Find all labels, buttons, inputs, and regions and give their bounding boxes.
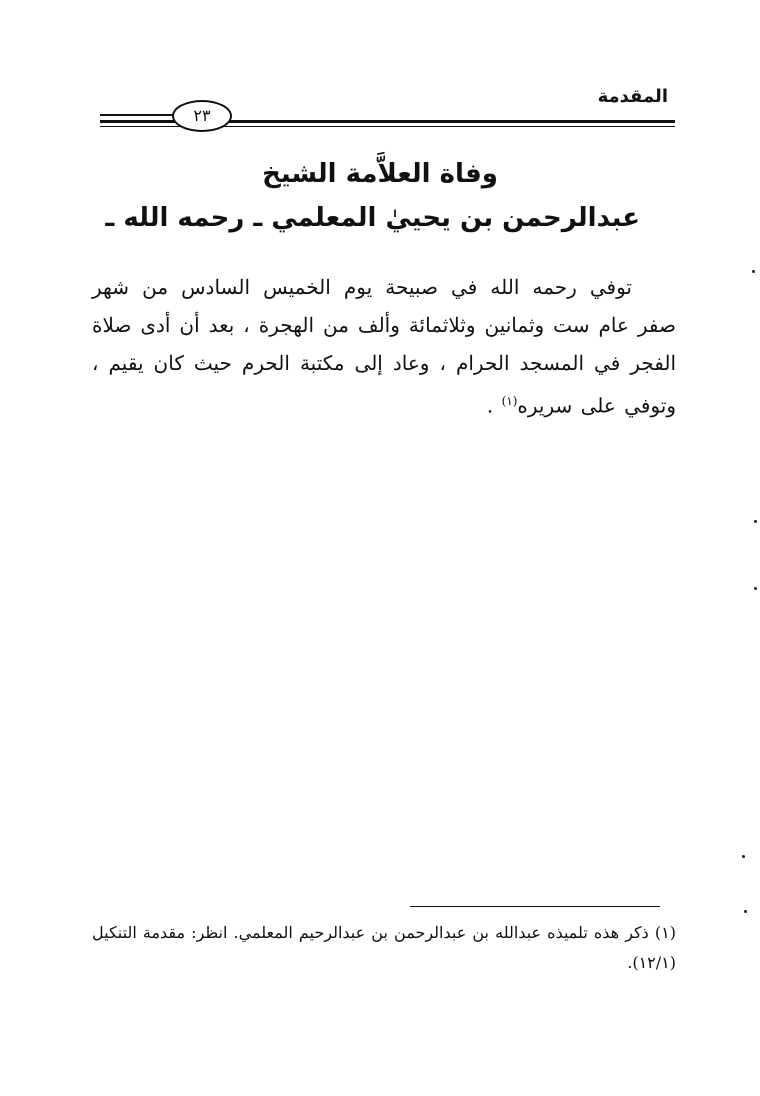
scan-speck: [744, 910, 747, 913]
scan-speck: [742, 855, 745, 858]
body-text: [92, 268, 676, 425]
footnote-text: ذكر هذه تلميذه عبدالله بن عبدالرحمن بن عبدالرحيم المعلمي. انظر: مقدمة التنكيل (١٢/١).: [92, 923, 676, 972]
scan-speck: [754, 520, 757, 523]
paragraph-main: توفي رحمه الله في صبيحة يوم الخميس السادس من شهر صفر عام ست وثمانين وثلاثمائة وألف من الهجرة ، بعد أن أدى صلاة الفجر في المسجد الحرام ، وعاد إلى مكتبة الحرم حيث كان يقيم ، وتوفي على سريره: [92, 275, 676, 418]
footnote-marker: (١): [654, 923, 676, 942]
footnote-separator: [410, 906, 660, 907]
chapter-heading: [105, 152, 640, 240]
page-number-badge: ٢٣: [172, 100, 232, 132]
header-rule-left: [100, 114, 175, 116]
scan-speck: [754, 587, 757, 590]
heading-line-1: وفاة العلاَّمة الشيخ: [262, 159, 498, 189]
footnote-reference: (١): [501, 394, 518, 408]
heading-line-2: عبدالرحمن بن يحييٰ المعلمي ـ رحمه الله ـ: [105, 203, 640, 233]
paragraph-end: .: [486, 393, 502, 418]
body-paragraph: [92, 268, 676, 425]
footnote: [92, 918, 676, 978]
running-title: المقدمة: [597, 86, 668, 107]
scan-speck: [752, 270, 755, 273]
footnote-item: [92, 918, 676, 978]
